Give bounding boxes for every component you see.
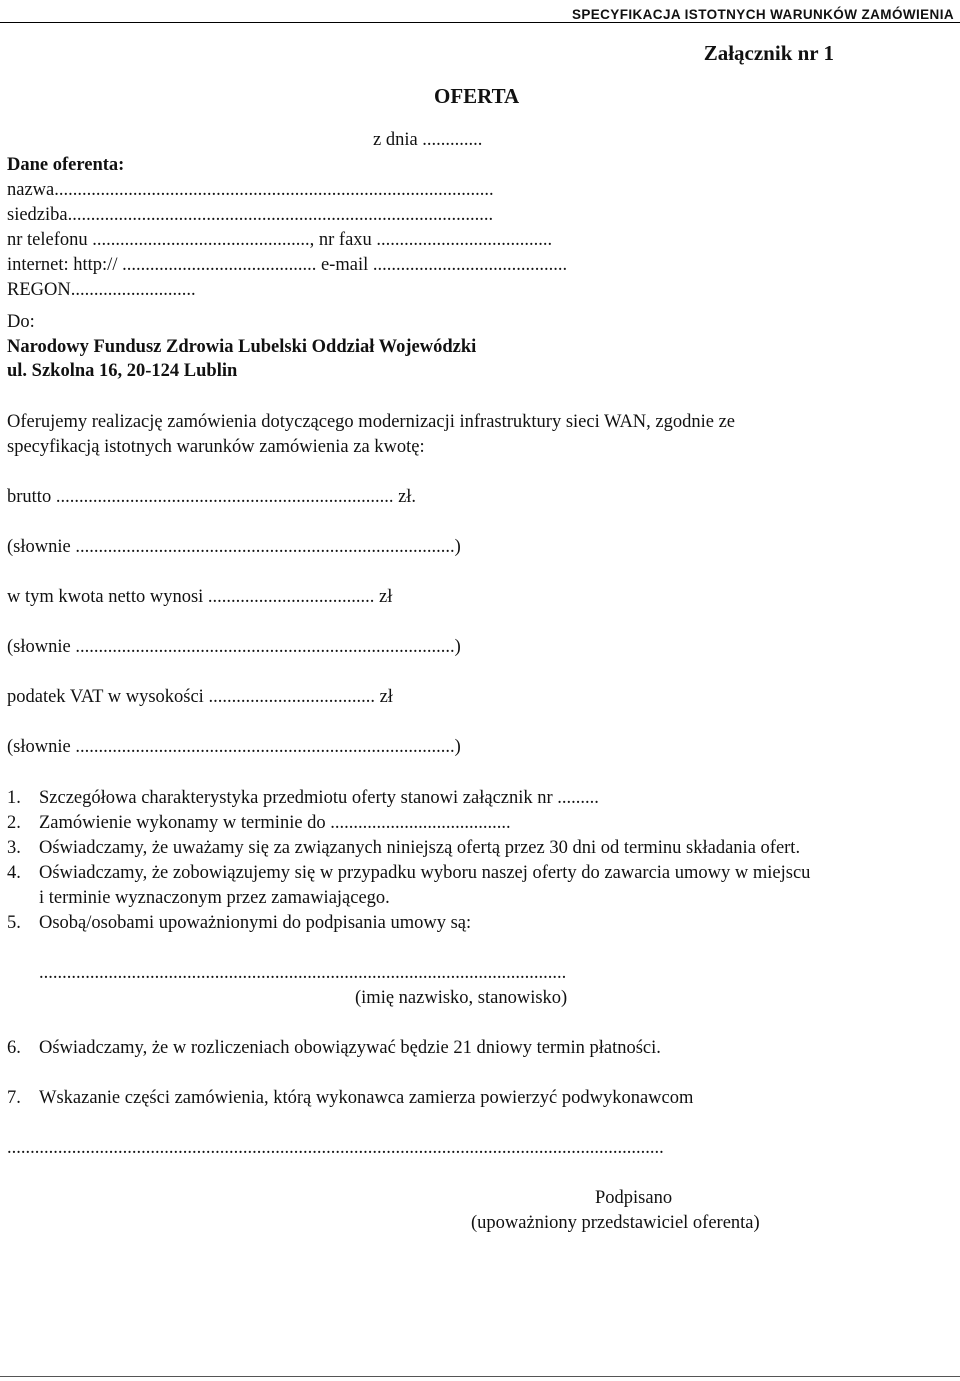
subcontract-dots: .............................................................................................................................................. bbox=[7, 1138, 664, 1158]
footer-divider bbox=[0, 1376, 960, 1377]
list-number: 6. bbox=[7, 1038, 21, 1058]
list-text: Zamówienie wykonamy w terminie do ....................................... bbox=[39, 813, 511, 833]
vat-amount-line: podatek VAT w wysokości .................................... zł bbox=[7, 687, 393, 707]
vat-words-line: (słownie ..................................................................................) bbox=[7, 737, 461, 757]
net-words-line: (słownie ..................................................................................) bbox=[7, 637, 461, 657]
gross-words-line: (słownie ..................................................................................) bbox=[7, 537, 461, 557]
list-number: 3. bbox=[7, 838, 21, 858]
annex-label: Załącznik nr 1 bbox=[703, 41, 834, 65]
signed-label: Podpisano bbox=[595, 1188, 673, 1208]
date-line: z dnia ............. bbox=[373, 130, 483, 150]
header-divider bbox=[0, 22, 960, 23]
bidder-name-line: nazwa............................................................................................... bbox=[7, 180, 494, 200]
document-title: OFERTA bbox=[434, 84, 520, 108]
intro-line-1: Oferujemy realizację zamówienia dotyczącego modernizacji infrastruktury sieci WAN, zgodnie ze bbox=[7, 412, 736, 432]
list-text: Szczegółowa charakterystyka przedmiotu oferty stanowi załącznik nr ......... bbox=[39, 788, 599, 808]
list-text: Wskazanie części zamówienia, którą wykonawca zamierza powierzyć podwykonawcom bbox=[39, 1088, 694, 1108]
bidder-phone-line: nr telefonu ..............................................., nr faxu ...................................... bbox=[7, 230, 553, 250]
list-text: Oświadczamy, że uważamy się za związanych niniejszą ofertą przez 30 dni od terminu składania ofert. bbox=[39, 838, 801, 858]
gross-amount-line: brutto ......................................................................... zł. bbox=[7, 487, 417, 507]
list-number: 4. bbox=[7, 863, 21, 883]
list-text: Osobą/osobami upoważnionymi do podpisania umowy są: bbox=[39, 913, 472, 933]
intro-line-2: specyfikacją istotnych warunków zamówienia za kwotę: bbox=[7, 437, 425, 457]
signer-role: (upoważniony przedstawiciel oferenta) bbox=[471, 1213, 760, 1233]
list-number: 2. bbox=[7, 813, 21, 833]
recipient-address: ul. Szkolna 16, 20-124 Lublin bbox=[7, 361, 238, 381]
bidder-internet-line: internet: http:// .......................................... e-mail .......................................... bbox=[7, 255, 568, 275]
signatory-dots: .................................................................................................................. bbox=[39, 963, 567, 983]
recipient-to: Do: bbox=[7, 312, 35, 332]
bidder-heading: Dane oferenta: bbox=[7, 155, 125, 175]
recipient-name: Narodowy Fundusz Zdrowia Lubelski Oddział Wojewódzki bbox=[7, 337, 477, 357]
signatory-caption: (imię nazwisko, stanowisko) bbox=[355, 988, 568, 1008]
list-text: Oświadczamy, że w rozliczeniach obowiązywać będzie 21 dniowy termin płatności. bbox=[39, 1038, 661, 1058]
list-text-continuation: i terminie wyznaczonym przez zamawiającego. bbox=[39, 888, 390, 908]
bidder-seat-line: siedziba............................................................................................ bbox=[7, 205, 494, 225]
list-number: 7. bbox=[7, 1088, 21, 1108]
net-amount-line: w tym kwota netto wynosi .................................... zł bbox=[7, 587, 393, 607]
list-number: 1. bbox=[7, 788, 21, 808]
list-number: 5. bbox=[7, 913, 21, 933]
list-text: Oświadczamy, że zobowiązujemy się w przypadku wyboru naszej oferty do zawarcia umowy w miejscu bbox=[39, 863, 811, 883]
bidder-regon-line: REGON........................... bbox=[7, 280, 196, 300]
spec-header: SPECYFIKACJA ISTOTNYCH WARUNKÓW ZAMÓWIENIA bbox=[571, 7, 954, 22]
